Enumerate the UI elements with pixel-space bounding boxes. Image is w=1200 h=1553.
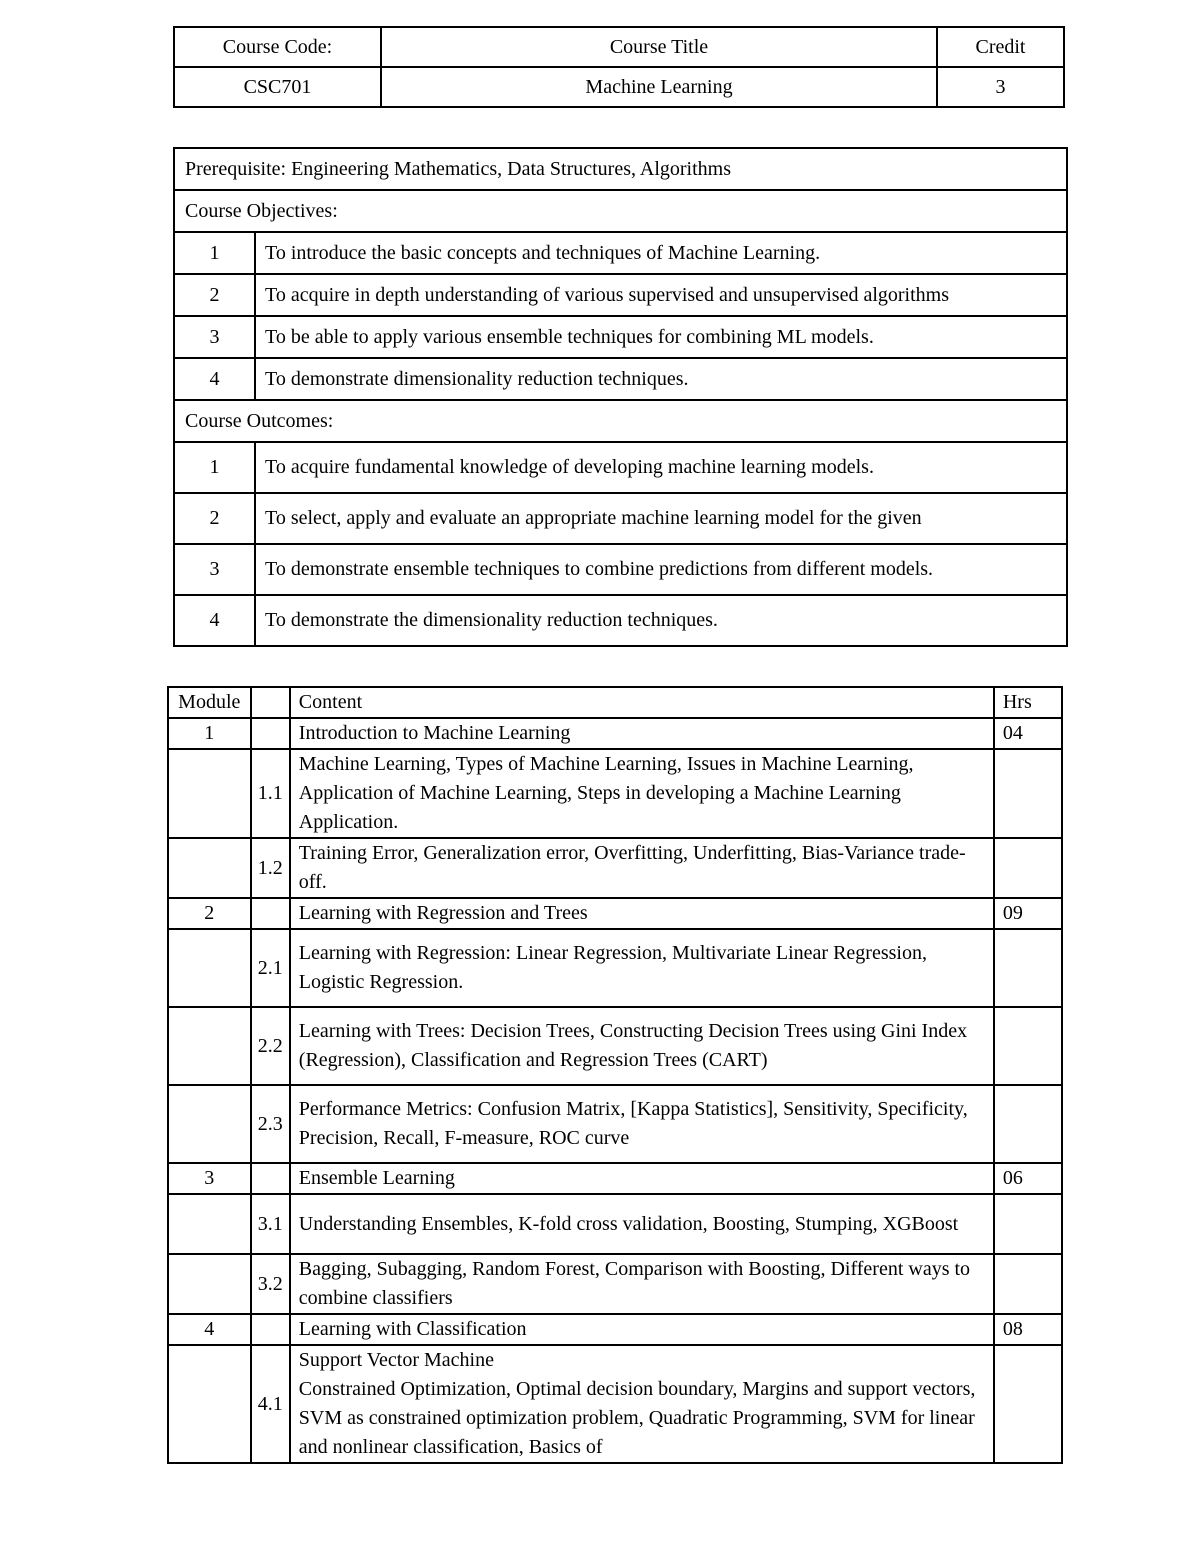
objectives-heading-row xyxy=(174,190,1067,232)
module-content: Introduction to Machine Learning xyxy=(290,718,994,749)
objective-number: 1 xyxy=(174,232,255,274)
course-code-value: CSC701 xyxy=(174,67,381,107)
course-code-header: Course Code: xyxy=(174,27,381,67)
outcome-row xyxy=(174,595,1067,646)
submodule-number: 3.1 xyxy=(251,1194,290,1254)
outcome-text: To demonstrate the dimensionality reduction techniques. xyxy=(255,595,1067,646)
outcome-number: 2 xyxy=(174,493,255,544)
submodule-content: Bagging, Subagging, Random Forest, Comparison with Boosting, Different ways to combine classifiers xyxy=(290,1254,994,1314)
module-hours: 08 xyxy=(994,1314,1062,1345)
course-title-value: Machine Learning xyxy=(381,67,937,107)
module-number xyxy=(168,1194,251,1254)
module-row xyxy=(168,718,1062,749)
module-hours xyxy=(994,929,1062,1007)
module-number xyxy=(168,1085,251,1163)
objective-text: To introduce the basic concepts and techniques of Machine Learning. xyxy=(255,232,1067,274)
module-number: 4 xyxy=(168,1314,251,1345)
module-hours xyxy=(994,1085,1062,1163)
submodule-row xyxy=(168,1085,1062,1163)
submodule-content: Training Error, Generalization error, Overfitting, Underfitting, Bias-Variance trade-off. xyxy=(290,838,994,898)
objective-number: 2 xyxy=(174,274,255,316)
objective-text: To acquire in depth understanding of various supervised and unsupervised algorithms xyxy=(255,274,1067,316)
objectives-outcomes-table xyxy=(173,147,1068,647)
submodule-number: 3.2 xyxy=(251,1254,290,1314)
module-content: Learning with Classification xyxy=(290,1314,994,1345)
submodule-number xyxy=(251,718,290,749)
submodule-row xyxy=(168,1007,1062,1085)
outcome-number: 4 xyxy=(174,595,255,646)
module-row xyxy=(168,898,1062,929)
submodule-number: 4.1 xyxy=(251,1345,290,1463)
outcome-row xyxy=(174,493,1067,544)
module-number: 3 xyxy=(168,1163,251,1194)
credit-header: Credit xyxy=(937,27,1064,67)
outcome-row xyxy=(174,544,1067,595)
module-hours xyxy=(994,749,1062,838)
submodule-number: 2.2 xyxy=(251,1007,290,1085)
course-title-header: Course Title xyxy=(381,27,937,67)
module-row xyxy=(168,1314,1062,1345)
module-hours xyxy=(994,1254,1062,1314)
submodule-header xyxy=(251,687,290,718)
credit-value: 3 xyxy=(937,67,1064,107)
module-number: 1 xyxy=(168,718,251,749)
objective-row xyxy=(174,232,1067,274)
prerequisite-text: Prerequisite: Engineering Mathematics, Data Structures, Algorithms xyxy=(174,148,1067,190)
submodule-number: 1.2 xyxy=(251,838,290,898)
objectives-heading: Course Objectives: xyxy=(174,190,1067,232)
submodule-row xyxy=(168,838,1062,898)
submodule-content: Performance Metrics: Confusion Matrix, [Kappa Statistics], Sensitivity, Specificity, Precision, Recall, F-measure, ROC curve xyxy=(290,1085,994,1163)
submodule-content: Learning with Regression: Linear Regression, Multivariate Linear Regression, Logistic Regression. xyxy=(290,929,994,1007)
submodule-row xyxy=(168,1345,1062,1463)
submodule-number: 2.3 xyxy=(251,1085,290,1163)
module-content: Learning with Regression and Trees xyxy=(290,898,994,929)
module-hours xyxy=(994,1194,1062,1254)
module-row xyxy=(168,1163,1062,1194)
submodule-content-detail: Constrained Optimization, Optimal decision boundary, Margins and support vectors, SVM as constrained optimization problem, Quadratic Programming, SVM for linear and nonlinear classification, Basics of xyxy=(298,1378,976,1458)
course-header-row xyxy=(174,27,1064,67)
submodule-row xyxy=(168,749,1062,838)
submodule-row xyxy=(168,929,1062,1007)
module-hours: 06 xyxy=(994,1163,1062,1194)
module-number xyxy=(168,929,251,1007)
outcome-text: To acquire fundamental knowledge of developing machine learning models. xyxy=(255,442,1067,493)
outcome-number: 3 xyxy=(174,544,255,595)
submodule-content-title: Support Vector Machine xyxy=(298,1349,494,1371)
submodule-number xyxy=(251,1163,290,1194)
module-number xyxy=(168,749,251,838)
objective-row xyxy=(174,274,1067,316)
module-number xyxy=(168,1007,251,1085)
module-hours xyxy=(994,838,1062,898)
submodule-number xyxy=(251,1314,290,1345)
submodule-content: Understanding Ensembles, K-fold cross validation, Boosting, Stumping, XGBoost xyxy=(290,1194,994,1254)
module-hours xyxy=(994,1345,1062,1463)
submodule-content: Machine Learning, Types of Machine Learning, Issues in Machine Learning, Application of Machine Learning, Steps in developing a Machine Learning Application. xyxy=(290,749,994,838)
module-hours: 09 xyxy=(994,898,1062,929)
outcome-number: 1 xyxy=(174,442,255,493)
module-header: Module xyxy=(168,687,251,718)
submodule-content xyxy=(290,1345,994,1463)
submodule-content: Learning with Trees: Decision Trees, Constructing Decision Trees using Gini Index (Regression), Classification and Regression Trees (CART) xyxy=(290,1007,994,1085)
content-header: Content xyxy=(290,687,994,718)
objective-row xyxy=(174,358,1067,400)
module-number xyxy=(168,1254,251,1314)
objective-number: 3 xyxy=(174,316,255,358)
objective-text: To be able to apply various ensemble techniques for combining ML models. xyxy=(255,316,1067,358)
objective-text: To demonstrate dimensionality reduction techniques. xyxy=(255,358,1067,400)
submodule-number: 1.1 xyxy=(251,749,290,838)
hours-header: Hrs xyxy=(994,687,1062,718)
submodule-number xyxy=(251,898,290,929)
outcome-text: To select, apply and evaluate an appropriate machine learning model for the given xyxy=(255,493,1067,544)
module-content: Ensemble Learning xyxy=(290,1163,994,1194)
module-number xyxy=(168,838,251,898)
outcome-text: To demonstrate ensemble techniques to combine predictions from different models. xyxy=(255,544,1067,595)
submodule-row xyxy=(168,1194,1062,1254)
module-number xyxy=(168,1345,251,1463)
submodule-row xyxy=(168,1254,1062,1314)
submodule-number: 2.1 xyxy=(251,929,290,1007)
outcomes-heading-row xyxy=(174,400,1067,442)
course-value-row xyxy=(174,67,1064,107)
course-info-table xyxy=(173,26,1065,108)
module-hours: 04 xyxy=(994,718,1062,749)
module-header-row xyxy=(168,687,1062,718)
prerequisite-row xyxy=(174,148,1067,190)
outcome-row xyxy=(174,442,1067,493)
outcomes-heading: Course Outcomes: xyxy=(174,400,1067,442)
module-hours xyxy=(994,1007,1062,1085)
objective-number: 4 xyxy=(174,358,255,400)
objective-row xyxy=(174,316,1067,358)
module-content-table xyxy=(167,686,1063,1464)
module-number: 2 xyxy=(168,898,251,929)
